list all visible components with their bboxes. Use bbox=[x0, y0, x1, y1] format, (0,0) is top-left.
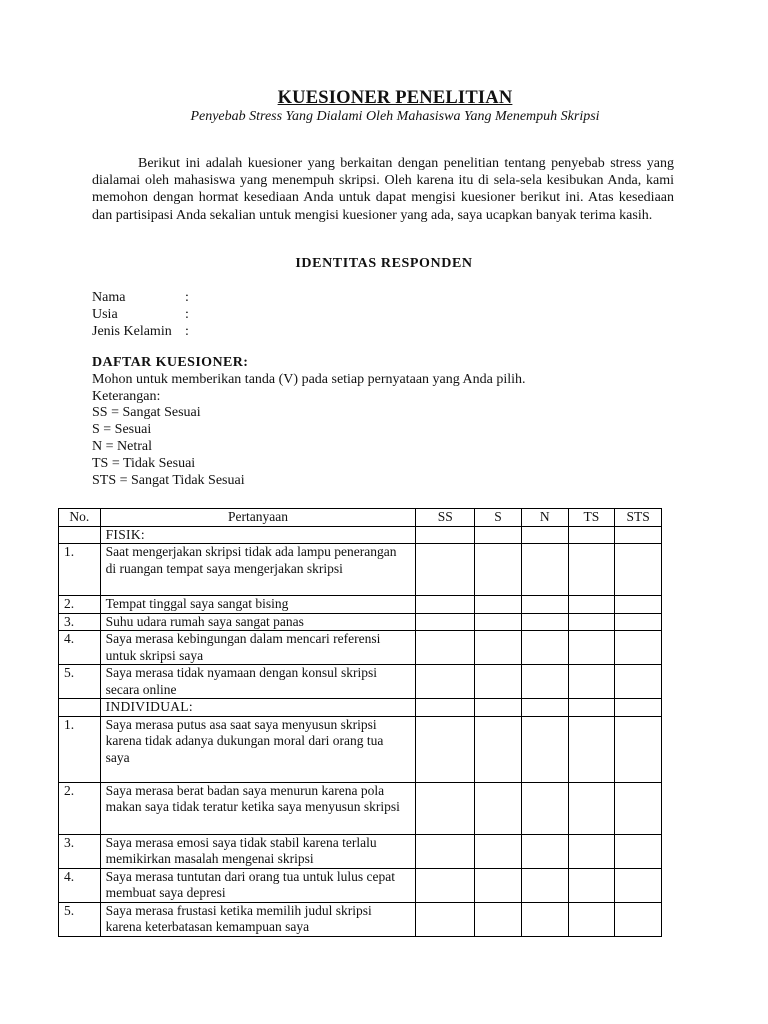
row-number: 1. bbox=[59, 544, 101, 596]
row-number: 5. bbox=[59, 902, 101, 936]
identity-colon: : bbox=[185, 307, 189, 322]
question-text: Saya merasa putus asa saat saya menyusun skripsi karena tidak adanya dukungan moral dari orang tua saya bbox=[100, 716, 416, 782]
table-row bbox=[59, 596, 662, 614]
answer-cell-s[interactable] bbox=[475, 613, 522, 631]
row-number: 4. bbox=[59, 631, 101, 665]
row-number: 5. bbox=[59, 665, 101, 699]
answer-cell-sts[interactable] bbox=[615, 544, 662, 596]
answer-cell-sts[interactable] bbox=[615, 631, 662, 665]
identity-label: Nama bbox=[92, 290, 126, 305]
row-number: 3. bbox=[59, 613, 101, 631]
answer-cell-n bbox=[521, 526, 568, 544]
table-header-row bbox=[59, 509, 662, 527]
legend-item: TS = Tidak Sesuai bbox=[92, 455, 196, 471]
question-text: Saya merasa berat badan saya menurun karena pola makan saya tidak teratur ketika saya menyusun skripsi bbox=[100, 782, 416, 834]
col-header-ss: SS bbox=[416, 509, 475, 527]
question-text: Saya merasa emosi saya tidak stabil karena terlalu memikirkan masalah mengenai skripsi bbox=[100, 834, 416, 868]
instruction-text: Mohon untuk memberikan tanda (V) pada setiap pernyataan yang Anda pilih. bbox=[92, 371, 526, 387]
answer-cell-sts[interactable] bbox=[615, 868, 662, 902]
row-number: 2. bbox=[59, 782, 101, 834]
row-number: 3. bbox=[59, 834, 101, 868]
questionnaire-instructions bbox=[92, 355, 526, 489]
answer-cell-ss[interactable] bbox=[416, 834, 475, 868]
empty-cell bbox=[59, 699, 101, 717]
answer-cell-ts[interactable] bbox=[568, 716, 615, 782]
answer-cell-n[interactable] bbox=[521, 868, 568, 902]
answer-cell-ss[interactable] bbox=[416, 716, 475, 782]
question-text: Saya merasa tidak nyamaan dengan konsul skripsi secara online bbox=[100, 665, 416, 699]
answer-cell-sts[interactable] bbox=[615, 902, 662, 936]
question-text: Tempat tinggal saya sangat bising bbox=[100, 596, 416, 614]
row-number: 4. bbox=[59, 868, 101, 902]
answer-cell-s bbox=[475, 699, 522, 717]
answer-cell-ts[interactable] bbox=[568, 868, 615, 902]
answer-cell-ss[interactable] bbox=[416, 902, 475, 936]
answer-cell-ts[interactable] bbox=[568, 665, 615, 699]
answer-cell-s[interactable] bbox=[475, 834, 522, 868]
answer-cell-n[interactable] bbox=[521, 613, 568, 631]
answer-cell-ss[interactable] bbox=[416, 544, 475, 596]
col-header-no: No. bbox=[59, 509, 101, 527]
answer-cell-s[interactable] bbox=[475, 596, 522, 614]
identity-row-age bbox=[92, 306, 195, 323]
answer-cell-ts bbox=[568, 526, 615, 544]
answer-cell-sts bbox=[615, 699, 662, 717]
document-title: KUESIONER PENELITIAN bbox=[277, 88, 513, 108]
answer-cell-sts[interactable] bbox=[615, 782, 662, 834]
identity-row-gender bbox=[92, 323, 195, 340]
question-text: Suhu udara rumah saya sangat panas bbox=[100, 613, 416, 631]
answer-cell-ts[interactable] bbox=[568, 596, 615, 614]
empty-cell bbox=[59, 526, 101, 544]
answer-cell-n[interactable] bbox=[521, 544, 568, 596]
answer-cell-sts[interactable] bbox=[615, 834, 662, 868]
answer-cell-ts[interactable] bbox=[568, 544, 615, 596]
identity-colon: : bbox=[185, 290, 189, 305]
table-row bbox=[59, 613, 662, 631]
col-header-n: N bbox=[521, 509, 568, 527]
daftar-heading: DAFTAR KUESIONER: bbox=[92, 355, 249, 370]
answer-cell-ts bbox=[568, 699, 615, 717]
identity-row-name bbox=[92, 289, 195, 306]
question-text: Saat mengerjakan skripsi tidak ada lampu penerangan di ruangan tempat saya mengerjakan skripsi bbox=[100, 544, 416, 596]
answer-cell-n[interactable] bbox=[521, 665, 568, 699]
answer-cell-n[interactable] bbox=[521, 596, 568, 614]
answer-cell-s[interactable] bbox=[475, 716, 522, 782]
questionnaire-table bbox=[58, 508, 662, 937]
table-row bbox=[59, 902, 662, 936]
answer-cell-sts[interactable] bbox=[615, 665, 662, 699]
col-header-s: S bbox=[475, 509, 522, 527]
document-subtitle: Penyebab Stress Yang Dialami Oleh Mahasiswa Yang Menempuh Skripsi bbox=[190, 109, 600, 124]
legend-item: S = Sesuai bbox=[92, 422, 152, 438]
answer-cell-ts[interactable] bbox=[568, 613, 615, 631]
answer-cell-ts[interactable] bbox=[568, 834, 615, 868]
answer-cell-n[interactable] bbox=[521, 716, 568, 782]
table-row bbox=[59, 716, 662, 782]
answer-cell-ts[interactable] bbox=[568, 631, 615, 665]
answer-cell-n[interactable] bbox=[521, 902, 568, 936]
answer-cell-sts[interactable] bbox=[615, 613, 662, 631]
table-row bbox=[59, 834, 662, 868]
answer-cell-sts bbox=[615, 526, 662, 544]
row-number: 1. bbox=[59, 716, 101, 782]
table-row bbox=[59, 868, 662, 902]
answer-cell-s[interactable] bbox=[475, 544, 522, 596]
question-text: Saya merasa frustasi ketika memilih judul skripsi karena keterbatasan kemampuan saya bbox=[100, 902, 416, 936]
answer-cell-s[interactable] bbox=[475, 631, 522, 665]
answer-cell-n[interactable] bbox=[521, 631, 568, 665]
answer-cell-ss[interactable] bbox=[416, 665, 475, 699]
answer-cell-s bbox=[475, 526, 522, 544]
answer-cell-s[interactable] bbox=[475, 665, 522, 699]
answer-cell-s[interactable] bbox=[475, 782, 522, 834]
answer-cell-n bbox=[521, 699, 568, 717]
identity-heading: IDENTITAS RESPONDEN bbox=[295, 256, 473, 271]
answer-cell-n[interactable] bbox=[521, 782, 568, 834]
intro-paragraph: Berikut ini adalah kuesioner yang berkaitan dengan penelitian tentang penyebab stress yang dialamai oleh mahasiswa yang menempuh skripsi. Oleh karena itu di sela-sela kesibukan Anda, kami memohon dengan hormat kesediaan Anda untuk dapat mengisi kuesioner berikut ini. Atas kesediaan dan partisipasi Anda sekalian untuk mengisi kuesioner yang ada, saya ucapkan banyak terima kasih. bbox=[92, 156, 674, 223]
legend-item: STS = Sangat Tidak Sesuai bbox=[92, 472, 245, 488]
table-row bbox=[59, 631, 662, 665]
identity-fields bbox=[92, 289, 195, 340]
row-number: 2. bbox=[59, 596, 101, 614]
col-header-question: Pertanyaan bbox=[100, 509, 416, 527]
col-header-sts: STS bbox=[615, 509, 662, 527]
table-row bbox=[59, 665, 662, 699]
legend-item: N = Netral bbox=[92, 438, 152, 454]
question-text: Saya merasa tuntutan dari orang tua untuk lulus cepat membuat saya depresi bbox=[100, 868, 416, 902]
answer-cell-ss bbox=[416, 699, 475, 717]
section-row-individual bbox=[59, 699, 662, 717]
keterangan-label: Keterangan: bbox=[92, 388, 161, 404]
answer-cell-ss bbox=[416, 526, 475, 544]
answer-cell-ss[interactable] bbox=[416, 868, 475, 902]
answer-cell-ts[interactable] bbox=[568, 782, 615, 834]
answer-cell-ss[interactable] bbox=[416, 596, 475, 614]
question-text: Saya merasa kebingungan dalam mencari referensi untuk skripsi saya bbox=[100, 631, 416, 665]
identity-label: Usia bbox=[92, 307, 118, 322]
answer-cell-ss[interactable] bbox=[416, 782, 475, 834]
answer-cell-ss[interactable] bbox=[416, 631, 475, 665]
identity-colon: : bbox=[185, 324, 189, 339]
section-title: INDIVIDUAL: bbox=[100, 699, 416, 717]
answer-cell-n[interactable] bbox=[521, 834, 568, 868]
table-row bbox=[59, 544, 662, 596]
col-header-ts: TS bbox=[568, 509, 615, 527]
answer-cell-s[interactable] bbox=[475, 868, 522, 902]
table-row bbox=[59, 782, 662, 834]
legend-item: SS = Sangat Sesuai bbox=[92, 405, 201, 421]
section-row-fisik bbox=[59, 526, 662, 544]
answer-cell-ss[interactable] bbox=[416, 613, 475, 631]
identity-label: Jenis Kelamin bbox=[92, 324, 172, 339]
answer-cell-ts[interactable] bbox=[568, 902, 615, 936]
answer-cell-sts[interactable] bbox=[615, 596, 662, 614]
answer-cell-sts[interactable] bbox=[615, 716, 662, 782]
answer-cell-s[interactable] bbox=[475, 902, 522, 936]
section-title: FISIK: bbox=[100, 526, 416, 544]
